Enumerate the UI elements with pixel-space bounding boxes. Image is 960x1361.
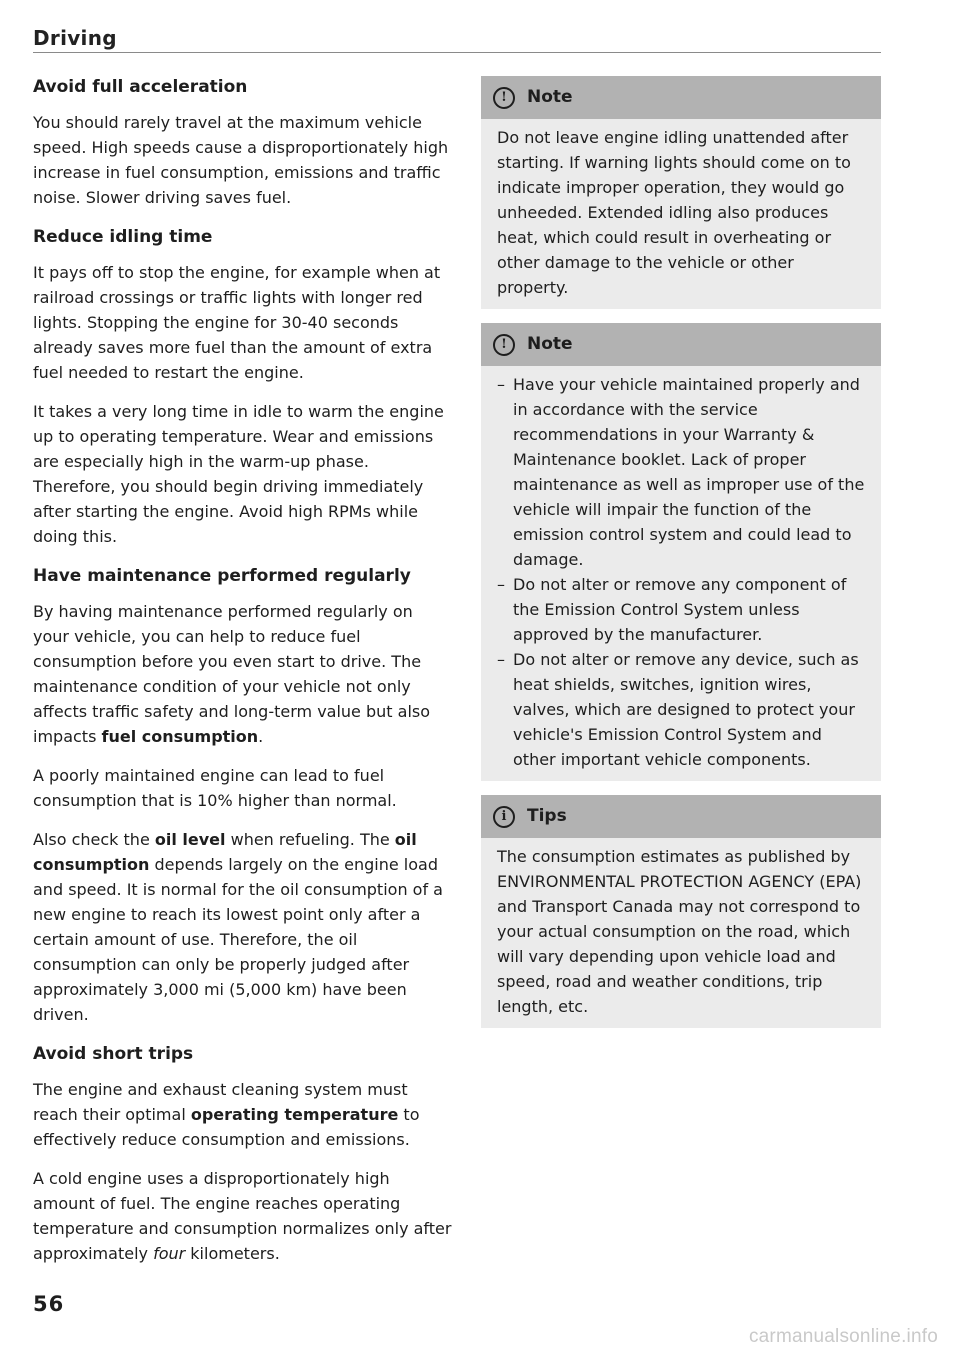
list-item: – Have your vehicle maintained properly and in accordance with the service recommendations in your Warranty & Maintenance booklet. Lack of proper maintenance as well as improper use of the vehicle will impair the function of the emission control system and could lead to damage. bbox=[497, 372, 867, 572]
heading-avoid-short-trips: Avoid short trips bbox=[33, 1044, 194, 1064]
info-circle-icon: i bbox=[493, 806, 515, 828]
note-text: Do not leave engine idling unattended after starting. If warning lights should come on to indicate improper operation, they would go unheeded. Extended idling also produces heat, which could result in overheating or other damage to the vehicle or other property. bbox=[497, 128, 851, 297]
tips-box bbox=[481, 795, 881, 1028]
right-column bbox=[481, 76, 881, 1042]
text-run: to effectively reduce consumption and emissions. bbox=[33, 1105, 420, 1149]
note-header bbox=[481, 76, 881, 119]
note-box-idling bbox=[481, 76, 881, 309]
text-run: depends largely on the engine load and speed. It is normal for the oil consumption of a new engine to reach its lowest point only after a certain amount of use. Therefore, the oil consumption can only be properly judged after approximately 3,000 mi (5,000 km) have been driven. bbox=[33, 855, 443, 1024]
tips-header bbox=[481, 795, 881, 838]
text-run: By having maintenance performed regularly on your vehicle, you can help to reduce fuel consumption before you even start to drive. The maintenance condition of your vehicle not only affects traffic safety and long-term value but also impacts bbox=[33, 602, 431, 746]
text-run: Also check the bbox=[33, 830, 155, 849]
tips-text: The consumption estimates as published by ENVIRONMENTAL PROTECTION AGENCY (EPA) and Transport Canada may not correspond to your actual consumption on the road, which will vary depending upon vehicle load and speed, road and weather conditions, trip length, etc. bbox=[497, 847, 862, 1016]
text-run: A cold engine uses a disproportionately high amount of fuel. The engine reaches operating temperature and consumption normalizes only after approximately bbox=[33, 1169, 452, 1263]
note-heading: Note bbox=[527, 334, 573, 354]
paragraph: It pays off to stop the engine, for example when at railroad crossings or traffic lights with longer red lights. Stopping the engine for 30-40 seconds already saves more fuel than the amount of extra fuel needed to restart the engine. bbox=[33, 263, 441, 382]
bold-term: operating temperature bbox=[190, 1105, 399, 1124]
paragraph bbox=[33, 827, 453, 1027]
paragraph: A poorly maintained engine can lead to fuel consumption that is 10% higher than normal. bbox=[33, 766, 397, 810]
paragraph: It takes a very long time in idle to warm the engine up to operating temperature. Wear and emissions are especially high in the warm-up phase. Therefore, you should begin driving immediately after starting the engine. Avoid high RPMs while doing this. bbox=[33, 402, 444, 546]
exclamation-circle-icon: ! bbox=[493, 87, 515, 109]
paragraph bbox=[33, 1077, 453, 1152]
text-run: when refueling. The bbox=[225, 830, 395, 849]
section-title: Driving bbox=[33, 26, 117, 50]
note-box-maintenance bbox=[481, 323, 881, 781]
list-item: – Do not alter or remove any component of the Emission Control System unless approved by the manufacturer. bbox=[497, 572, 867, 647]
bold-term: fuel consumption bbox=[101, 727, 259, 746]
page-number: 56 bbox=[33, 1292, 65, 1316]
exclamation-circle-icon: ! bbox=[493, 334, 515, 356]
list-item: – Do not alter or remove any device, such as heat shields, switches, ignition wires, valves, which are designed to protect your vehicle's Emission Control System and other important vehicle components. bbox=[497, 647, 867, 772]
note-list bbox=[497, 372, 867, 772]
header-divider bbox=[33, 52, 881, 53]
note-body bbox=[481, 119, 881, 309]
note-body bbox=[481, 366, 881, 781]
heading-reduce-idling-time: Reduce idling time bbox=[33, 227, 213, 247]
watermark: carmanualsonline.info bbox=[748, 1326, 938, 1347]
note-heading: Note bbox=[527, 87, 573, 107]
text-run: The engine and exhaust cleaning system must reach their optimal bbox=[33, 1080, 408, 1124]
paragraph: You should rarely travel at the maximum vehicle speed. High speeds cause a disproportionately high increase in fuel consumption, emissions and traffic noise. Slower driving saves fuel. bbox=[33, 113, 449, 207]
bold-term: oil consumption bbox=[33, 830, 417, 874]
heading-avoid-full-acceleration: Avoid full acceleration bbox=[33, 77, 248, 97]
italic-term: four bbox=[153, 1244, 186, 1263]
tips-body bbox=[481, 838, 881, 1028]
bold-term: oil level bbox=[154, 830, 226, 849]
tips-heading: Tips bbox=[527, 806, 567, 826]
note-header bbox=[481, 323, 881, 366]
paragraph bbox=[33, 599, 453, 749]
left-column bbox=[33, 74, 453, 1280]
text-run: . bbox=[258, 727, 264, 746]
text-run: kilometers. bbox=[185, 1244, 280, 1263]
paragraph bbox=[33, 1166, 453, 1266]
heading-maintenance: Have maintenance performed regularly bbox=[33, 566, 411, 586]
